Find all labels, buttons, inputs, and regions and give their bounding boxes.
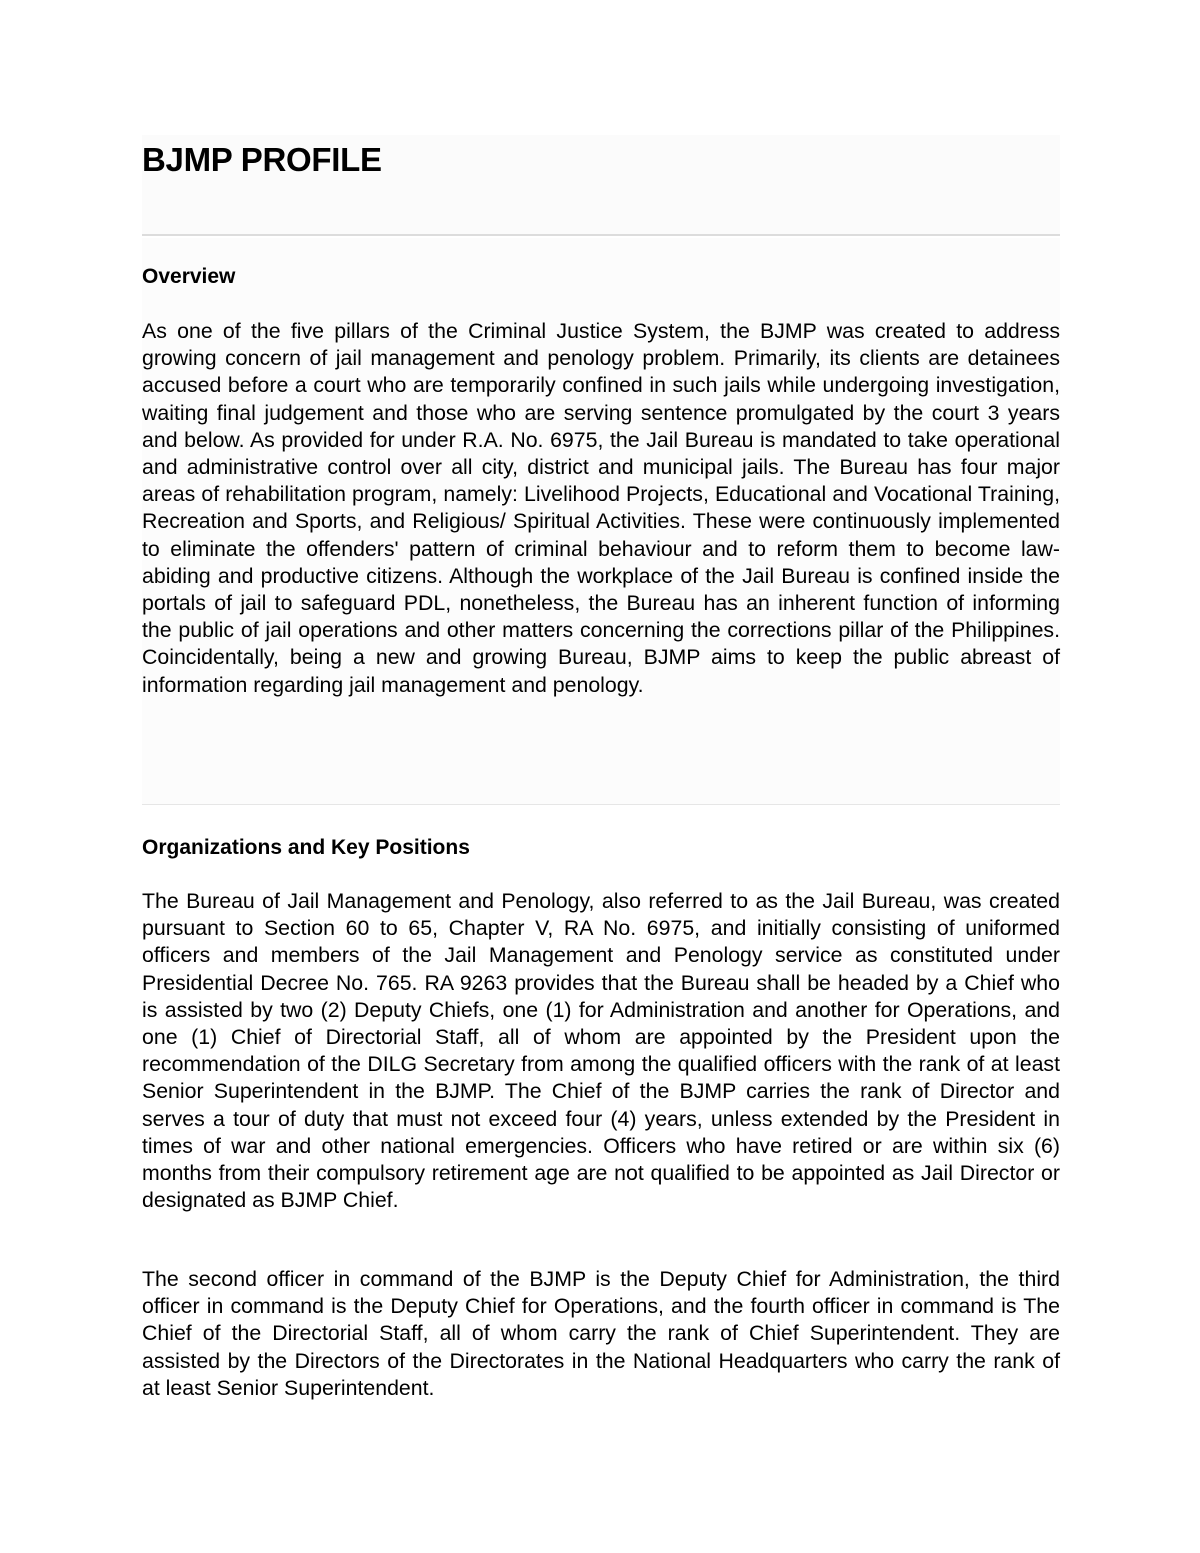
document-title: BJMP PROFILE <box>142 141 382 178</box>
overview-paragraph: As one of the five pillars of the Criminal Justice System, the BJMP was created to address growing concern of jail management and penology problem. Primarily, its clients are detainees accused before a court who are temporarily confined in such jails while undergoing investigation, waiting final judgement and those who are serving sentence promulgated by the court 3 years and below. As provided for under R.A. No. 6975, the Jail Bureau is mandated to take operational and administrative control over all city, district and municipal jails. The Bureau has four major areas of rehabilitation program, namely: Livelihood Projects, Educational and Vocational Training, Recreation and Sports, and Religious/ Spiritual Activities. These were continuously implemented to eliminate the offenders' pattern of criminal behaviour and to reform them to become law-abiding and productive citizens. Although the workplace of the Jail Bureau is confined inside the portals of jail to safeguard PDL, nonetheless, the Bureau has an inherent function of informing the public of jail operations and other matters concerning the corrections pillar of the Philippines. Coincidentally, being a new and growing Bureau, BJMP aims to keep the public abreast of information regarding jail management and penology. <box>142 319 1060 697</box>
organizations-heading: Organizations and Key Positions <box>142 836 470 859</box>
organizations-paragraph-1: The Bureau of Jail Management and Penology, also referred to as the Jail Bureau, was created pursuant to Section 60 to 65, Chapter V, RA No. 6975, and initially consisting of uniformed officers and members of the Jail Management and Penology service as constituted under Presidential Decree No. 765. RA 9263 provides that the Bureau shall be headed by a Chief who is assisted by two (2) Deputy Chiefs, one (1) for Administration and another for Operations, and one (1) Chief of Directorial Staff, all of whom are appointed by the President upon the recommendation of the DILG Secretary from among the qualified officers with the rank of at least Senior Superintendent in the BJMP. The Chief of the BJMP carries the rank of Director and serves a tour of duty that must not exceed four (4) years, unless extended by the President in times of war and other national emergencies. Officers who have retired or are within six (6) months from their compulsory retirement age are not qualified to be appointed as Jail Director or designated as BJMP Chief. <box>142 889 1060 1213</box>
title-divider <box>142 234 1060 236</box>
section-divider <box>142 804 1060 805</box>
organizations-paragraph-2: The second officer in command of the BJMP is the Deputy Chief for Administration, the third officer in command is the Deputy Chief for Operations, and the fourth officer in command is The Chief of the Directorial Staff, all of whom carry the rank of Chief Superintendent. They are assisted by the Directors of the Directorates in the National Headquarters who carry the rank of at least Senior Superintendent. <box>142 1267 1060 1400</box>
overview-heading: Overview <box>142 265 236 288</box>
